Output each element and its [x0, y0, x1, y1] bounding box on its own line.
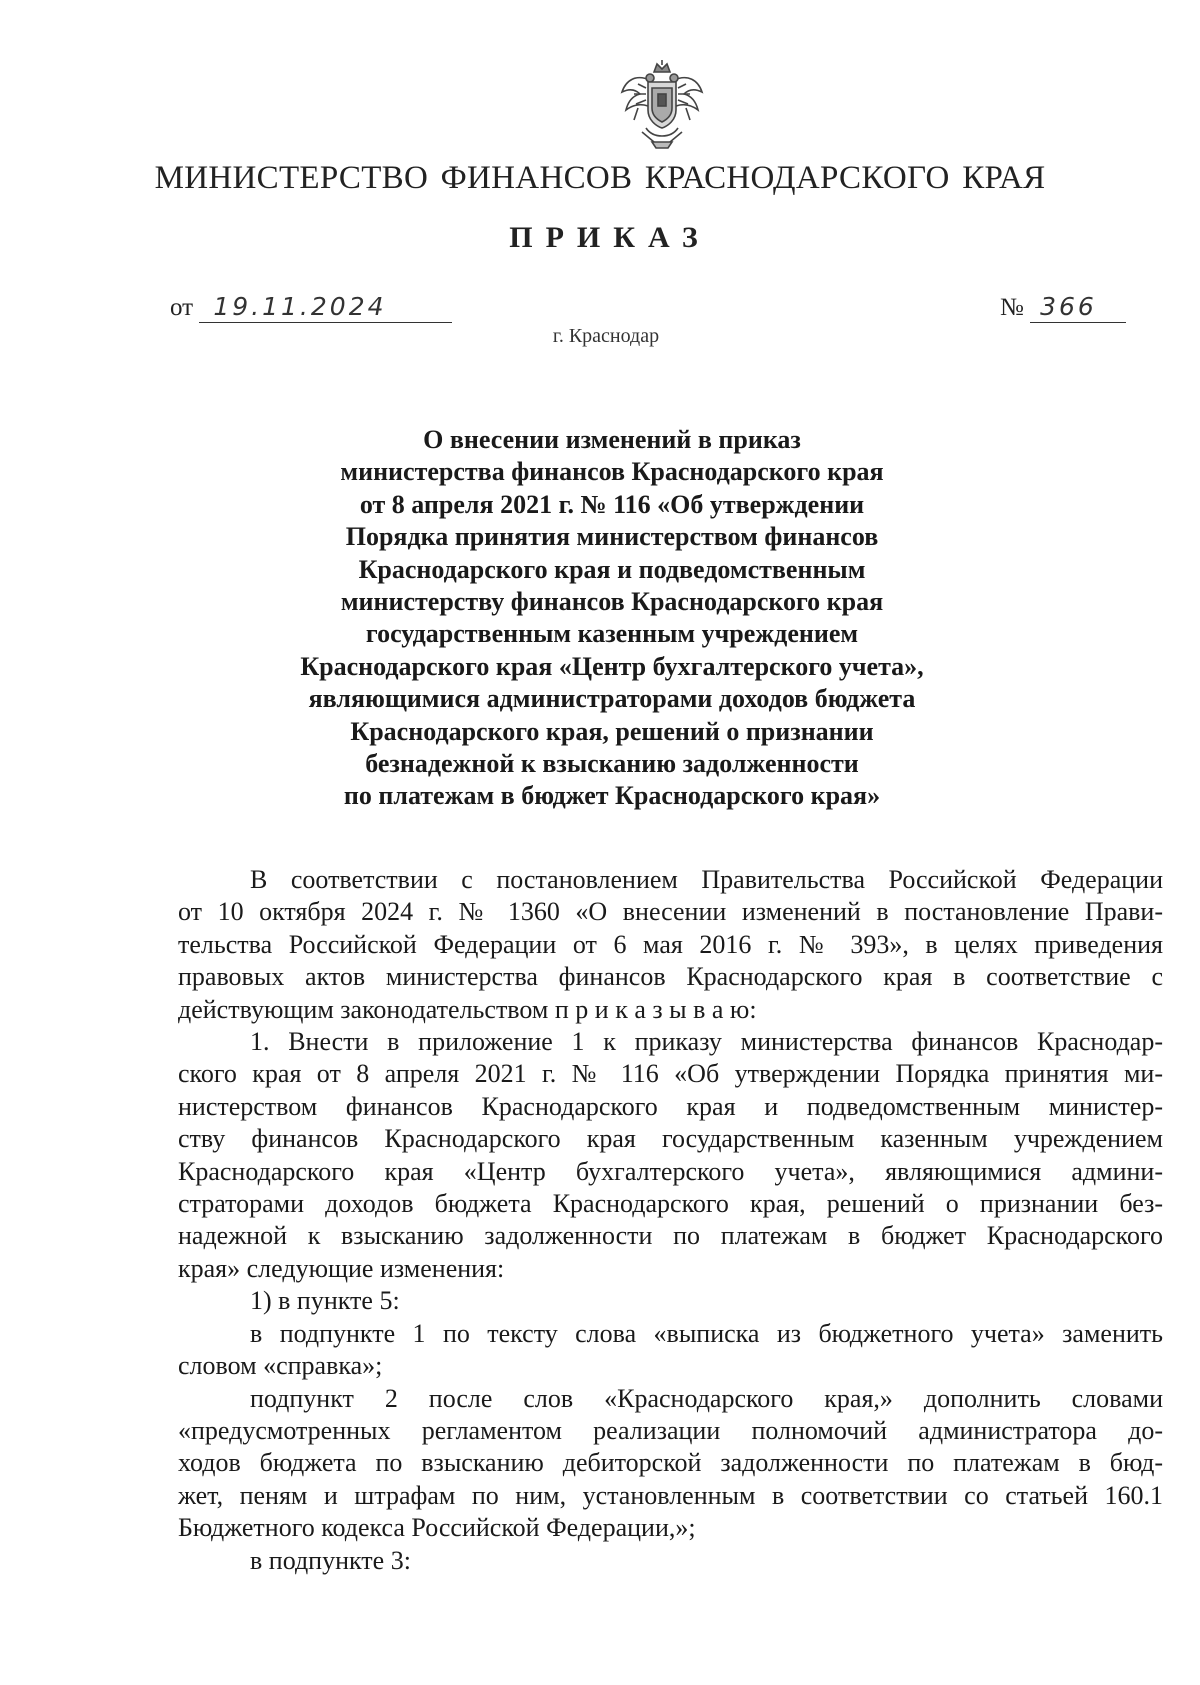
body-line: правовых актов министерства финансов Краснодарского края в соответствие с — [178, 962, 1163, 992]
body-line: ству финансов Краснодарского края государственным казенным учреждением — [178, 1124, 1163, 1154]
body-line: страторами доходов бюджета Краснодарского края, решений о признании без- — [178, 1189, 1163, 1219]
subject-line: министерству финансов Краснодарского края — [340, 587, 884, 617]
body-line: тельства Российской Федерации от 6 мая 2016 г. № 393», в целях приведения — [178, 929, 1163, 959]
subject-line: безнадежной к взысканию задолженности — [365, 749, 859, 779]
subject-line: министерства финансов Краснодарского края — [340, 457, 884, 487]
subject-line: от 8 апреля 2021 г. № 116 «Об утверждении — [359, 489, 865, 519]
body-line: в подпункте 1 по тексту слова «выписка из бюджетного учета» заменить — [250, 1318, 1163, 1348]
subject-line: государственным казенным учреждением — [365, 619, 859, 649]
subject-line: по платежам в бюджет Краснодарского края» — [343, 781, 881, 811]
order-number-handwritten: 366 — [1030, 292, 1126, 323]
order-date-line — [170, 292, 452, 323]
coat-of-arms-icon — [616, 58, 708, 150]
date-prefix: от — [170, 294, 194, 321]
subject-line: Краснодарского края, решений о признании — [350, 716, 874, 746]
order-date-handwritten: 19.11.2024 — [199, 292, 452, 323]
body-line: от 10 октября 2024 г. № 1360 «О внесении изменений в постановление Прави- — [178, 897, 1163, 927]
subject-line: О внесении изменений в приказ — [423, 425, 801, 454]
body-line: подпункт 2 после слов «Краснодарского края,» дополнить словами — [250, 1383, 1163, 1413]
body-line: словом «справка»; — [178, 1351, 383, 1381]
body-line: В соответствии с постановлением Правительства Российской Федерации — [250, 865, 1163, 894]
city-name: г. Краснодар — [552, 325, 660, 347]
ministry-name: МИНИСТЕРСТВО ФИНАНСОВ КРАСНОДАРСКОГО КРАЯ — [154, 160, 1046, 196]
body-line: нистерством финансов Краснодарского края и подведомственным министер- — [178, 1091, 1163, 1121]
body-line: Бюджетного кодекса Российской Федерации,»; — [178, 1513, 696, 1543]
subject-line: Порядка принятия министерством финансов — [345, 522, 879, 552]
body-line: 1) в пункте 5: — [250, 1286, 400, 1316]
subject-line: Краснодарского края «Центр бухгалтерского учета», — [300, 651, 924, 681]
body-line: ходов бюджета по взысканию дебиторской задолженности по платежам в бюд- — [178, 1448, 1163, 1478]
subject-line: Краснодарского края и подведомственным — [358, 554, 866, 584]
body-line: ского края от 8 апреля 2021 г. № 116 «Об утверждении Порядка принятия ми- — [178, 1059, 1163, 1089]
order-subject — [0, 424, 1200, 813]
body-line: 1. Внести в приложение 1 к приказу министерства финансов Краснодар- — [250, 1027, 1163, 1057]
order-body — [178, 864, 1163, 1577]
body-line: жет, пеням и штрафам по ним, установленным в соответствии со статьей 160.1 — [178, 1480, 1163, 1510]
body-line: «предусмотренных регламентом реализации полномочий администратора до- — [178, 1415, 1163, 1445]
number-prefix: № — [1000, 294, 1024, 321]
order-number-line — [1000, 292, 1126, 323]
body-line: действующим законодательством п р и к а з ы в а ю: — [178, 994, 757, 1024]
body-line: края» следующие изменения: — [178, 1253, 505, 1283]
body-line: в подпункте 3: — [250, 1545, 411, 1575]
subject-line: являющимися администраторами доходов бюджета — [308, 684, 916, 714]
body-line: надежной к взысканию задолженности по платежам в бюджет Краснодарского — [178, 1221, 1163, 1251]
body-line: Краснодарского края «Центр бухгалтерского учета», являющимися админи- — [178, 1156, 1163, 1186]
document-type-title: ПРИКАЗ — [509, 221, 711, 254]
